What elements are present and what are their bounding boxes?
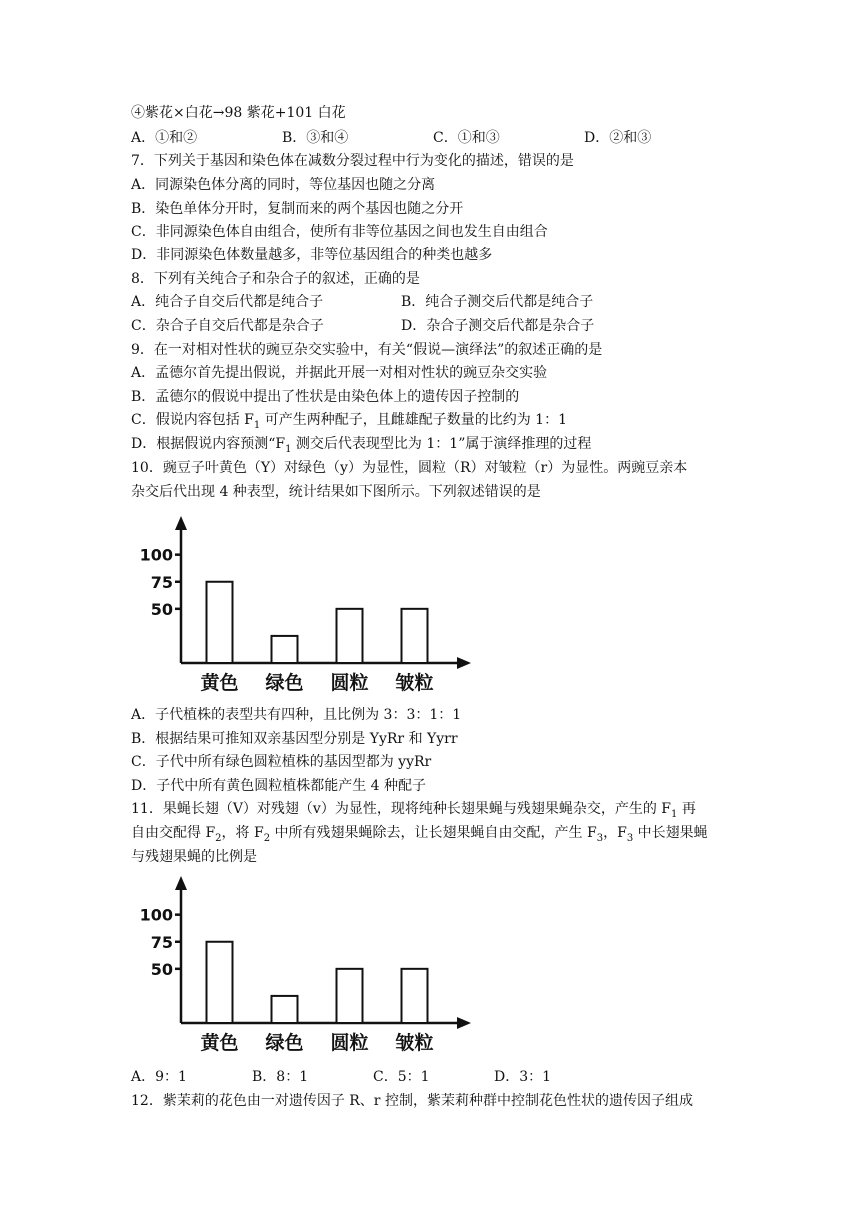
q11-option-a: A．9：1 <box>131 1069 187 1085</box>
q10-option-c: C．子代中所有绿色圆粒植株的基因型都为 yyRr <box>131 754 432 770</box>
q9-option-a: A．孟德尔首先提出假说，并据此开展一对相对性状的豌豆杂交实验 <box>131 365 548 381</box>
q11-l2-text-a: 自由交配得 F <box>131 825 216 841</box>
bar <box>337 969 363 1023</box>
q7-option-a: A．同源染色体分离的同时，等位基因也随之分离 <box>131 177 436 193</box>
q11-l2-text-c: 中所有残翅果蝇除去，让长翅果蝇自由交配，产生 F <box>270 825 597 841</box>
q11-l1-subscript: 1 <box>671 808 678 820</box>
q7-option-d: D．非同源染色体数量越多，非等位基因组合的种类也越多 <box>131 247 493 263</box>
bar <box>207 582 233 663</box>
y-tick-label: 50 <box>150 959 173 979</box>
q10-option-d: D．子代中所有黄色圆粒植株都能产生 4 种配子 <box>131 778 427 794</box>
q9-d-text-1: D．根据假说内容预测“F <box>131 436 286 452</box>
q10-stem-line1: 10．豌豆子叶黄色（Y）对绿色（y）为显性，圆粒（R）对皱粒（r）为显性。两豌豆亲本 <box>131 460 688 476</box>
y-axis-arrow <box>175 876 187 890</box>
q10-chart-svg <box>131 508 481 698</box>
q10-option-b: B．根据结果可推知双亲基因型分别是 YyRr 和 Yyrr <box>131 731 458 747</box>
category-label: 绿色 <box>265 1032 304 1054</box>
category-label: 圆粒 <box>330 1032 369 1054</box>
q9-option-c <box>131 409 567 431</box>
q9-option-d <box>131 433 591 455</box>
q9-stem: 9．在一对相对性状的豌豆杂交实验中，有关“假说—演绎法”的叙述正确的是 <box>131 342 603 358</box>
bar <box>272 996 298 1023</box>
q10-bar-chart <box>131 508 481 698</box>
q8-option-b: B．纯合子测交后代都是纯合子 <box>401 294 594 310</box>
category-label: 皱粒 <box>395 672 434 694</box>
y-tick-label: 50 <box>150 599 173 619</box>
q11-l2-text-e: 中长翅果蝇 <box>633 825 708 841</box>
y-axis-arrow <box>175 516 187 530</box>
q11-l2-sub-4: 3 <box>626 832 634 844</box>
q11-l2-text-b: ，将 F <box>221 825 264 841</box>
q11-l1-text-2: 再 <box>677 801 696 817</box>
q8-options-row1 <box>131 291 731 313</box>
q11-option-c: C．5：1 <box>373 1069 430 1085</box>
q9-d-text-2: 测交后代表现型比为 1：1”属于演绎推理的过程 <box>291 436 592 452</box>
bar <box>337 609 363 663</box>
q6-options <box>131 127 731 149</box>
q9-c-text-2: 可产生两种配子，且雌雄配子数量的比约为 1：1 <box>260 412 567 428</box>
q6-option-b: B．③和④ <box>282 130 349 146</box>
q6-option-d: D．②和③ <box>584 130 652 146</box>
q10-stem-line2: 杂交后代出现 4 种表型，统计结果如下图所示。下列叙述错误的是 <box>131 484 541 500</box>
bar <box>207 942 233 1023</box>
q11-l2-sub-2: 2 <box>263 832 271 844</box>
q8-stem: 8．下列有关纯合子和杂合子的叙述，正确的是 <box>131 271 420 287</box>
q11-l2-sub-1: 2 <box>215 832 222 844</box>
q7-stem: 7．下列关于基因和染色体在减数分裂过程中行为变化的描述，错误的是 <box>131 153 574 169</box>
y-tick-label: 100 <box>139 905 173 925</box>
q8-options-row2 <box>131 315 731 337</box>
y-tick-label: 100 <box>139 545 173 565</box>
q6-option-c: C．①和③ <box>433 130 500 146</box>
x-axis-arrow <box>457 657 471 669</box>
q11-option-d: D．3：1 <box>494 1069 552 1085</box>
category-label: 黄色 <box>200 1032 239 1054</box>
bar <box>402 969 428 1023</box>
q8-option-a: A．纯合子自交后代都是纯合子 <box>131 294 324 310</box>
q11-l2-sub-3: 3 <box>596 832 604 844</box>
x-axis-arrow <box>457 1017 471 1029</box>
q11-chart-svg <box>131 868 481 1058</box>
y-tick-label: 75 <box>150 932 173 952</box>
q7-option-c: C．非同源染色体自由组合，使所有非等位基因之间也发生自由组合 <box>131 224 548 240</box>
q11-bar-chart <box>131 868 481 1058</box>
q8-option-d: D．杂合子测交后代都是杂合子 <box>401 318 595 334</box>
q7-option-b: B．染色单体分开时，复制而来的两个基因也随之分开 <box>131 201 464 217</box>
q11-stem-line1 <box>131 798 696 820</box>
q10-option-a: A．子代植株的表型共有四种，且比例为 3：3：1：1 <box>131 707 462 723</box>
q9-c-text-1: C．假说内容包括 F <box>131 412 254 428</box>
category-label: 绿色 <box>265 672 304 694</box>
q11-stem-line2 <box>131 822 708 844</box>
q11-options <box>131 1066 731 1088</box>
q8-option-c: C．杂合子自交后代都是杂合子 <box>131 318 324 334</box>
q9-d-subscript: 1 <box>285 443 292 455</box>
category-label: 圆粒 <box>330 672 369 694</box>
q9-option-b: B．孟德尔的假说中提出了性状是由染色体上的遗传因子控制的 <box>131 389 520 405</box>
category-label: 黄色 <box>200 672 239 694</box>
q11-option-b: B．8：1 <box>252 1069 309 1085</box>
q6-item-4: ④紫花×白花→98 紫花+101 白花 <box>131 105 346 121</box>
bar <box>402 609 428 663</box>
q12-stem: 12．紫茉莉的花色由一对遗传因子 R、r 控制，紫茉莉种群中控制花色性状的遗传因子组成 <box>131 1093 693 1109</box>
bar <box>272 636 298 663</box>
q9-c-subscript: 1 <box>253 419 261 431</box>
q11-l1-text-1: 11．果蝇长翅（V）对残翅（v）为显性，现将纯种长翅果蝇与残翅果蝇杂交，产生的 F <box>131 801 671 817</box>
q6-option-a: A．①和② <box>131 130 198 146</box>
q11-stem-line3: 与残翅果蝇的比例是 <box>131 849 257 865</box>
category-label: 皱粒 <box>395 1032 434 1054</box>
y-tick-label: 75 <box>150 572 173 592</box>
q11-l2-text-d: ，F <box>603 825 627 841</box>
